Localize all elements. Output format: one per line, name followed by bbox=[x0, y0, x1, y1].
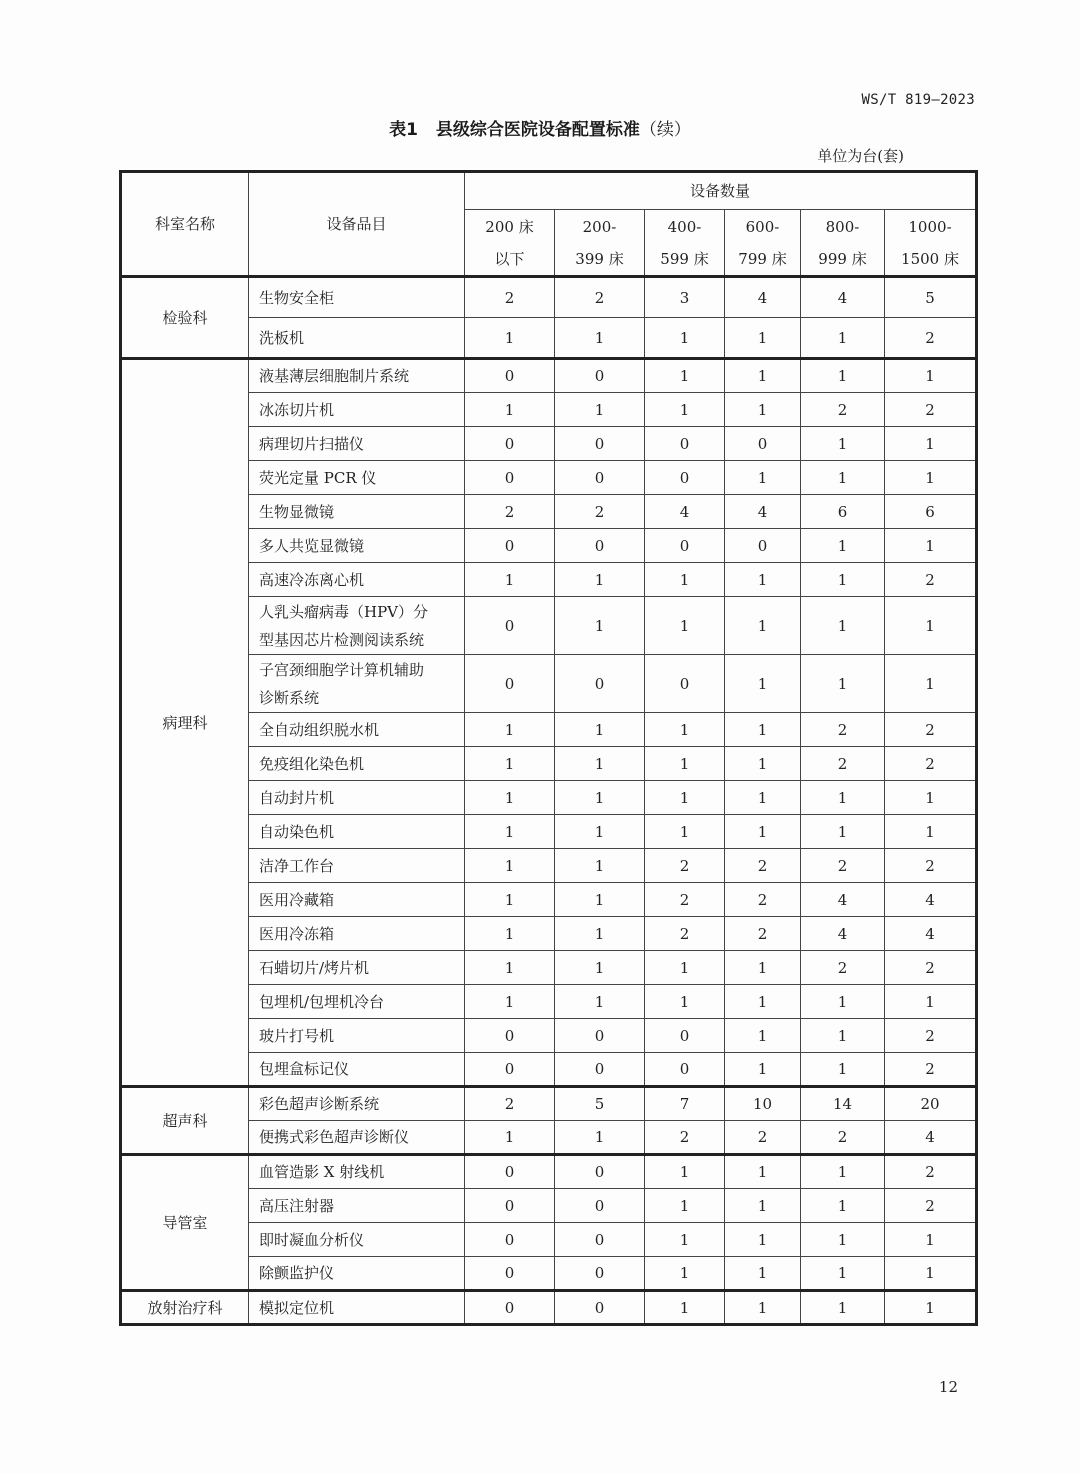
quantity-cell: 0 bbox=[645, 529, 725, 563]
quantity-cell: 1 bbox=[555, 985, 645, 1019]
quantity-cell: 1 bbox=[645, 597, 725, 655]
quantity-cell: 1 bbox=[465, 393, 555, 427]
quantity-cell: 1 bbox=[555, 951, 645, 985]
quantity-cell: 2 bbox=[885, 393, 977, 427]
table-row bbox=[121, 597, 977, 655]
quantity-cell: 1 bbox=[801, 1257, 885, 1291]
quantity-cell: 1 bbox=[885, 1223, 977, 1257]
equipment-item: 自动染色机 bbox=[249, 815, 465, 849]
quantity-cell: 0 bbox=[645, 1019, 725, 1053]
quantity-cell: 1 bbox=[645, 359, 725, 393]
equipment-item: 便携式彩色超声诊断仪 bbox=[249, 1121, 465, 1155]
header-department: 科室名称 bbox=[121, 172, 249, 277]
quantity-cell: 6 bbox=[801, 495, 885, 529]
quantity-cell: 0 bbox=[465, 1257, 555, 1291]
quantity-cell: 1 bbox=[725, 655, 801, 713]
quantity-cell: 2 bbox=[725, 849, 801, 883]
quantity-cell: 1 bbox=[801, 427, 885, 461]
quantity-cell: 1 bbox=[725, 359, 801, 393]
quantity-cell: 2 bbox=[885, 1155, 977, 1189]
table-title-suffix: （续） bbox=[639, 120, 691, 140]
quantity-cell: 4 bbox=[885, 1121, 977, 1155]
quantity-cell: 1 bbox=[555, 849, 645, 883]
quantity-cell: 2 bbox=[801, 747, 885, 781]
equipment-item: 模拟定位机 bbox=[249, 1291, 465, 1325]
quantity-cell: 10 bbox=[725, 1087, 801, 1121]
quantity-cell: 1 bbox=[801, 359, 885, 393]
quantity-cell: 1 bbox=[725, 597, 801, 655]
equipment-item: 自动封片机 bbox=[249, 781, 465, 815]
quantity-cell: 0 bbox=[725, 529, 801, 563]
table-row bbox=[121, 529, 977, 563]
table-title-text: 县级综合医院设备配置标准 bbox=[435, 120, 640, 140]
bed-range-line2: 999 床 bbox=[818, 249, 867, 268]
quantity-cell: 1 bbox=[465, 985, 555, 1019]
table-row bbox=[121, 1291, 977, 1325]
quantity-cell: 2 bbox=[465, 1087, 555, 1121]
bed-range-line2: 599 床 bbox=[660, 249, 709, 268]
header-quantity-group: 设备数量 bbox=[465, 172, 977, 210]
quantity-cell: 1 bbox=[801, 985, 885, 1019]
quantity-cell: 0 bbox=[465, 655, 555, 713]
quantity-cell: 2 bbox=[885, 318, 977, 359]
equipment-item-line2: 型基因芯片检测阅读系统 bbox=[259, 630, 425, 649]
quantity-cell: 2 bbox=[555, 495, 645, 529]
table-row bbox=[121, 849, 977, 883]
quantity-cell: 0 bbox=[465, 529, 555, 563]
quantity-cell: 1 bbox=[885, 597, 977, 655]
quantity-cell: 1 bbox=[725, 747, 801, 781]
quantity-cell: 1 bbox=[645, 951, 725, 985]
quantity-cell: 0 bbox=[465, 1155, 555, 1189]
quantity-cell: 0 bbox=[555, 1019, 645, 1053]
quantity-cell: 1 bbox=[645, 1189, 725, 1223]
quantity-cell: 1 bbox=[885, 655, 977, 713]
quantity-cell: 2 bbox=[465, 277, 555, 318]
quantity-cell: 1 bbox=[645, 1155, 725, 1189]
quantity-cell: 1 bbox=[885, 815, 977, 849]
quantity-cell: 1 bbox=[885, 427, 977, 461]
quantity-cell: 1 bbox=[885, 1291, 977, 1325]
quantity-cell: 5 bbox=[885, 277, 977, 318]
table-number: 表1 bbox=[389, 120, 418, 140]
equipment-item: 冰冻切片机 bbox=[249, 393, 465, 427]
quantity-cell: 4 bbox=[725, 495, 801, 529]
header-item: 设备品目 bbox=[249, 172, 465, 277]
quantity-cell: 1 bbox=[801, 1189, 885, 1223]
equipment-item: 石蜡切片/烤片机 bbox=[249, 951, 465, 985]
quantity-cell: 1 bbox=[645, 815, 725, 849]
quantity-cell: 2 bbox=[645, 883, 725, 917]
header-bed-range bbox=[885, 210, 977, 277]
department-name: 导管室 bbox=[121, 1155, 249, 1291]
equipment-item: 洗板机 bbox=[249, 318, 465, 359]
header-bed-range bbox=[645, 210, 725, 277]
quantity-cell: 1 bbox=[555, 393, 645, 427]
standard-code: WS/T 819—2023 bbox=[861, 92, 975, 108]
quantity-cell: 1 bbox=[725, 1019, 801, 1053]
quantity-cell: 2 bbox=[801, 393, 885, 427]
table-row bbox=[121, 318, 977, 359]
table-row bbox=[121, 747, 977, 781]
quantity-cell: 1 bbox=[465, 713, 555, 747]
quantity-cell: 0 bbox=[645, 461, 725, 495]
equipment-item: 洁净工作台 bbox=[249, 849, 465, 883]
unit-note: 单位为台(套) bbox=[817, 147, 904, 165]
quantity-cell: 1 bbox=[801, 318, 885, 359]
quantity-cell: 1 bbox=[465, 883, 555, 917]
quantity-cell: 4 bbox=[801, 883, 885, 917]
table-row bbox=[121, 985, 977, 1019]
quantity-cell: 2 bbox=[555, 277, 645, 318]
table-row bbox=[121, 495, 977, 529]
quantity-cell: 1 bbox=[555, 747, 645, 781]
table-row bbox=[121, 393, 977, 427]
department-name: 检验科 bbox=[121, 277, 249, 359]
quantity-cell: 20 bbox=[885, 1087, 977, 1121]
quantity-cell: 0 bbox=[725, 427, 801, 461]
quantity-cell: 4 bbox=[801, 277, 885, 318]
equipment-item: 免疫组化染色机 bbox=[249, 747, 465, 781]
quantity-cell: 1 bbox=[885, 781, 977, 815]
equipment-item: 液基薄层细胞制片系统 bbox=[249, 359, 465, 393]
quantity-cell: 1 bbox=[801, 597, 885, 655]
table-row bbox=[121, 1053, 977, 1087]
equipment-item: 彩色超声诊断系统 bbox=[249, 1087, 465, 1121]
table-row bbox=[121, 1019, 977, 1053]
quantity-cell: 4 bbox=[801, 917, 885, 951]
quantity-cell: 1 bbox=[555, 597, 645, 655]
quantity-cell: 0 bbox=[465, 461, 555, 495]
table-row bbox=[121, 883, 977, 917]
quantity-cell: 1 bbox=[645, 713, 725, 747]
quantity-cell: 2 bbox=[885, 1189, 977, 1223]
quantity-cell: 1 bbox=[801, 563, 885, 597]
department-name: 放射治疗科 bbox=[121, 1291, 249, 1325]
quantity-cell: 1 bbox=[801, 1019, 885, 1053]
equipment-item-line1: 子宫颈细胞学计算机辅助 bbox=[259, 660, 425, 679]
quantity-cell: 1 bbox=[725, 781, 801, 815]
equipment-item: 生物安全柜 bbox=[249, 277, 465, 318]
header-bed-range bbox=[801, 210, 885, 277]
quantity-cell: 1 bbox=[725, 713, 801, 747]
bed-range-line2: 799 床 bbox=[738, 249, 787, 268]
quantity-cell: 2 bbox=[465, 495, 555, 529]
quantity-cell: 3 bbox=[645, 277, 725, 318]
quantity-cell: 1 bbox=[725, 1189, 801, 1223]
quantity-cell: 0 bbox=[465, 1019, 555, 1053]
quantity-cell: 0 bbox=[555, 359, 645, 393]
bed-range-line1: 400- bbox=[667, 217, 702, 236]
quantity-cell: 0 bbox=[465, 1223, 555, 1257]
quantity-cell: 2 bbox=[801, 849, 885, 883]
quantity-cell: 0 bbox=[555, 427, 645, 461]
bed-range-line1: 200 床 bbox=[485, 217, 534, 236]
quantity-cell: 2 bbox=[801, 951, 885, 985]
quantity-cell: 1 bbox=[725, 985, 801, 1019]
quantity-cell: 1 bbox=[555, 815, 645, 849]
quantity-cell: 1 bbox=[645, 318, 725, 359]
quantity-cell: 1 bbox=[555, 781, 645, 815]
table-row bbox=[121, 1189, 977, 1223]
bed-range-line2: 399 床 bbox=[575, 249, 624, 268]
quantity-cell: 2 bbox=[801, 713, 885, 747]
quantity-cell: 2 bbox=[725, 1121, 801, 1155]
table-row bbox=[121, 917, 977, 951]
bed-range-line1: 1000- bbox=[908, 217, 952, 236]
table-body bbox=[121, 277, 977, 1325]
table-row bbox=[121, 1087, 977, 1121]
equipment-item: 玻片打号机 bbox=[249, 1019, 465, 1053]
equipment-table bbox=[119, 170, 978, 1326]
quantity-cell: 0 bbox=[555, 529, 645, 563]
quantity-cell: 2 bbox=[885, 1053, 977, 1087]
quantity-cell: 0 bbox=[645, 427, 725, 461]
quantity-cell: 1 bbox=[555, 883, 645, 917]
quantity-cell: 1 bbox=[885, 1257, 977, 1291]
quantity-cell: 0 bbox=[555, 1223, 645, 1257]
quantity-cell: 1 bbox=[725, 1155, 801, 1189]
equipment-item: 病理切片扫描仪 bbox=[249, 427, 465, 461]
quantity-cell: 0 bbox=[555, 1291, 645, 1325]
quantity-cell: 0 bbox=[465, 1291, 555, 1325]
quantity-cell: 1 bbox=[555, 318, 645, 359]
quantity-cell: 0 bbox=[555, 1257, 645, 1291]
quantity-cell: 2 bbox=[885, 747, 977, 781]
quantity-cell: 1 bbox=[465, 781, 555, 815]
quantity-cell: 2 bbox=[885, 563, 977, 597]
quantity-cell: 0 bbox=[645, 655, 725, 713]
quantity-cell: 1 bbox=[555, 1121, 645, 1155]
quantity-cell: 1 bbox=[725, 393, 801, 427]
quantity-cell: 1 bbox=[885, 359, 977, 393]
quantity-cell: 1 bbox=[645, 747, 725, 781]
quantity-cell: 0 bbox=[465, 597, 555, 655]
header-bed-range bbox=[465, 210, 555, 277]
quantity-cell: 0 bbox=[555, 461, 645, 495]
quantity-cell: 4 bbox=[885, 883, 977, 917]
equipment-item: 除颤监护仪 bbox=[249, 1257, 465, 1291]
equipment-item: 医用冷藏箱 bbox=[249, 883, 465, 917]
quantity-cell: 2 bbox=[645, 917, 725, 951]
table-row bbox=[121, 1257, 977, 1291]
quantity-cell: 1 bbox=[885, 461, 977, 495]
quantity-cell: 1 bbox=[725, 815, 801, 849]
header-bed-range bbox=[725, 210, 801, 277]
quantity-cell: 1 bbox=[645, 1291, 725, 1325]
quantity-cell: 1 bbox=[885, 529, 977, 563]
quantity-cell: 1 bbox=[725, 951, 801, 985]
quantity-cell: 14 bbox=[801, 1087, 885, 1121]
quantity-cell: 1 bbox=[725, 318, 801, 359]
quantity-cell: 1 bbox=[801, 1291, 885, 1325]
quantity-cell: 5 bbox=[555, 1087, 645, 1121]
quantity-cell: 1 bbox=[801, 815, 885, 849]
quantity-cell: 0 bbox=[555, 1155, 645, 1189]
equipment-item bbox=[249, 655, 465, 713]
quantity-cell: 1 bbox=[725, 1291, 801, 1325]
bed-range-line2: 1500 床 bbox=[901, 249, 959, 268]
quantity-cell: 6 bbox=[885, 495, 977, 529]
equipment-item: 多人共览显微镜 bbox=[249, 529, 465, 563]
quantity-cell: 1 bbox=[801, 1155, 885, 1189]
quantity-cell: 1 bbox=[465, 318, 555, 359]
bed-range-line1: 800- bbox=[825, 217, 860, 236]
quantity-cell: 1 bbox=[645, 1257, 725, 1291]
quantity-cell: 1 bbox=[725, 563, 801, 597]
quantity-cell: 1 bbox=[801, 1223, 885, 1257]
department-name: 超声科 bbox=[121, 1087, 249, 1155]
quantity-cell: 1 bbox=[555, 917, 645, 951]
quantity-cell: 1 bbox=[801, 781, 885, 815]
equipment-item: 荧光定量 PCR 仪 bbox=[249, 461, 465, 495]
quantity-cell: 0 bbox=[465, 1053, 555, 1087]
department-name: 病理科 bbox=[121, 359, 249, 1087]
equipment-item-line1: 人乳头瘤病毒（HPV）分 bbox=[259, 602, 429, 621]
table-header bbox=[121, 172, 977, 277]
quantity-cell: 0 bbox=[555, 655, 645, 713]
table-row bbox=[121, 1223, 977, 1257]
equipment-item: 即时凝血分析仪 bbox=[249, 1223, 465, 1257]
quantity-cell: 2 bbox=[885, 1019, 977, 1053]
quantity-cell: 2 bbox=[885, 849, 977, 883]
quantity-cell: 2 bbox=[725, 917, 801, 951]
page-number: 12 bbox=[938, 1378, 958, 1396]
table-row bbox=[121, 655, 977, 713]
quantity-cell: 0 bbox=[465, 427, 555, 461]
quantity-cell: 4 bbox=[885, 917, 977, 951]
table-row bbox=[121, 359, 977, 393]
quantity-cell: 0 bbox=[555, 1053, 645, 1087]
equipment-item: 高压注射器 bbox=[249, 1189, 465, 1223]
quantity-cell: 2 bbox=[645, 849, 725, 883]
quantity-cell: 1 bbox=[555, 713, 645, 747]
quantity-cell: 1 bbox=[725, 461, 801, 495]
table-row bbox=[121, 815, 977, 849]
table-row bbox=[121, 1121, 977, 1155]
table-row bbox=[121, 781, 977, 815]
quantity-cell: 1 bbox=[465, 951, 555, 985]
quantity-cell: 1 bbox=[725, 1257, 801, 1291]
quantity-cell: 1 bbox=[645, 393, 725, 427]
quantity-cell: 1 bbox=[465, 917, 555, 951]
quantity-cell: 2 bbox=[801, 1121, 885, 1155]
table-row bbox=[121, 277, 977, 318]
table-row bbox=[121, 713, 977, 747]
quantity-cell: 1 bbox=[725, 1053, 801, 1087]
quantity-cell: 2 bbox=[645, 1121, 725, 1155]
quantity-cell: 7 bbox=[645, 1087, 725, 1121]
quantity-cell: 0 bbox=[645, 1053, 725, 1087]
quantity-cell: 4 bbox=[645, 495, 725, 529]
table-row bbox=[121, 461, 977, 495]
equipment-item: 包埋机/包埋机冷台 bbox=[249, 985, 465, 1019]
quantity-cell: 1 bbox=[645, 781, 725, 815]
quantity-cell: 1 bbox=[465, 815, 555, 849]
table-row bbox=[121, 951, 977, 985]
quantity-cell: 1 bbox=[465, 563, 555, 597]
equipment-item bbox=[249, 597, 465, 655]
header-bed-range bbox=[555, 210, 645, 277]
table-row bbox=[121, 563, 977, 597]
equipment-item: 高速冷冻离心机 bbox=[249, 563, 465, 597]
equipment-item: 血管造影 X 射线机 bbox=[249, 1155, 465, 1189]
equipment-item: 包埋盒标记仪 bbox=[249, 1053, 465, 1087]
quantity-cell: 1 bbox=[801, 655, 885, 713]
table-row bbox=[121, 427, 977, 461]
quantity-cell: 2 bbox=[885, 713, 977, 747]
quantity-cell: 1 bbox=[645, 563, 725, 597]
table-row bbox=[121, 1155, 977, 1189]
quantity-cell: 0 bbox=[555, 1189, 645, 1223]
bed-range-line2: 以下 bbox=[494, 249, 525, 268]
quantity-cell: 1 bbox=[645, 985, 725, 1019]
quantity-cell: 1 bbox=[555, 563, 645, 597]
table-title bbox=[0, 115, 1080, 140]
quantity-cell: 2 bbox=[725, 883, 801, 917]
equipment-item: 生物显微镜 bbox=[249, 495, 465, 529]
quantity-cell: 1 bbox=[801, 461, 885, 495]
quantity-cell: 4 bbox=[725, 277, 801, 318]
quantity-cell: 1 bbox=[725, 1223, 801, 1257]
bed-range-line1: 200- bbox=[582, 217, 617, 236]
bed-range-line1: 600- bbox=[745, 217, 780, 236]
equipment-item: 全自动组织脱水机 bbox=[249, 713, 465, 747]
quantity-cell: 0 bbox=[465, 1189, 555, 1223]
quantity-cell: 1 bbox=[885, 985, 977, 1019]
quantity-cell: 0 bbox=[465, 359, 555, 393]
quantity-cell: 1 bbox=[801, 529, 885, 563]
equipment-item-line2: 诊断系统 bbox=[259, 688, 320, 707]
equipment-item: 医用冷冻箱 bbox=[249, 917, 465, 951]
quantity-cell: 1 bbox=[465, 1121, 555, 1155]
quantity-cell: 1 bbox=[465, 849, 555, 883]
quantity-cell: 1 bbox=[801, 1053, 885, 1087]
quantity-cell: 1 bbox=[465, 747, 555, 781]
quantity-cell: 2 bbox=[885, 951, 977, 985]
quantity-cell: 1 bbox=[645, 1223, 725, 1257]
